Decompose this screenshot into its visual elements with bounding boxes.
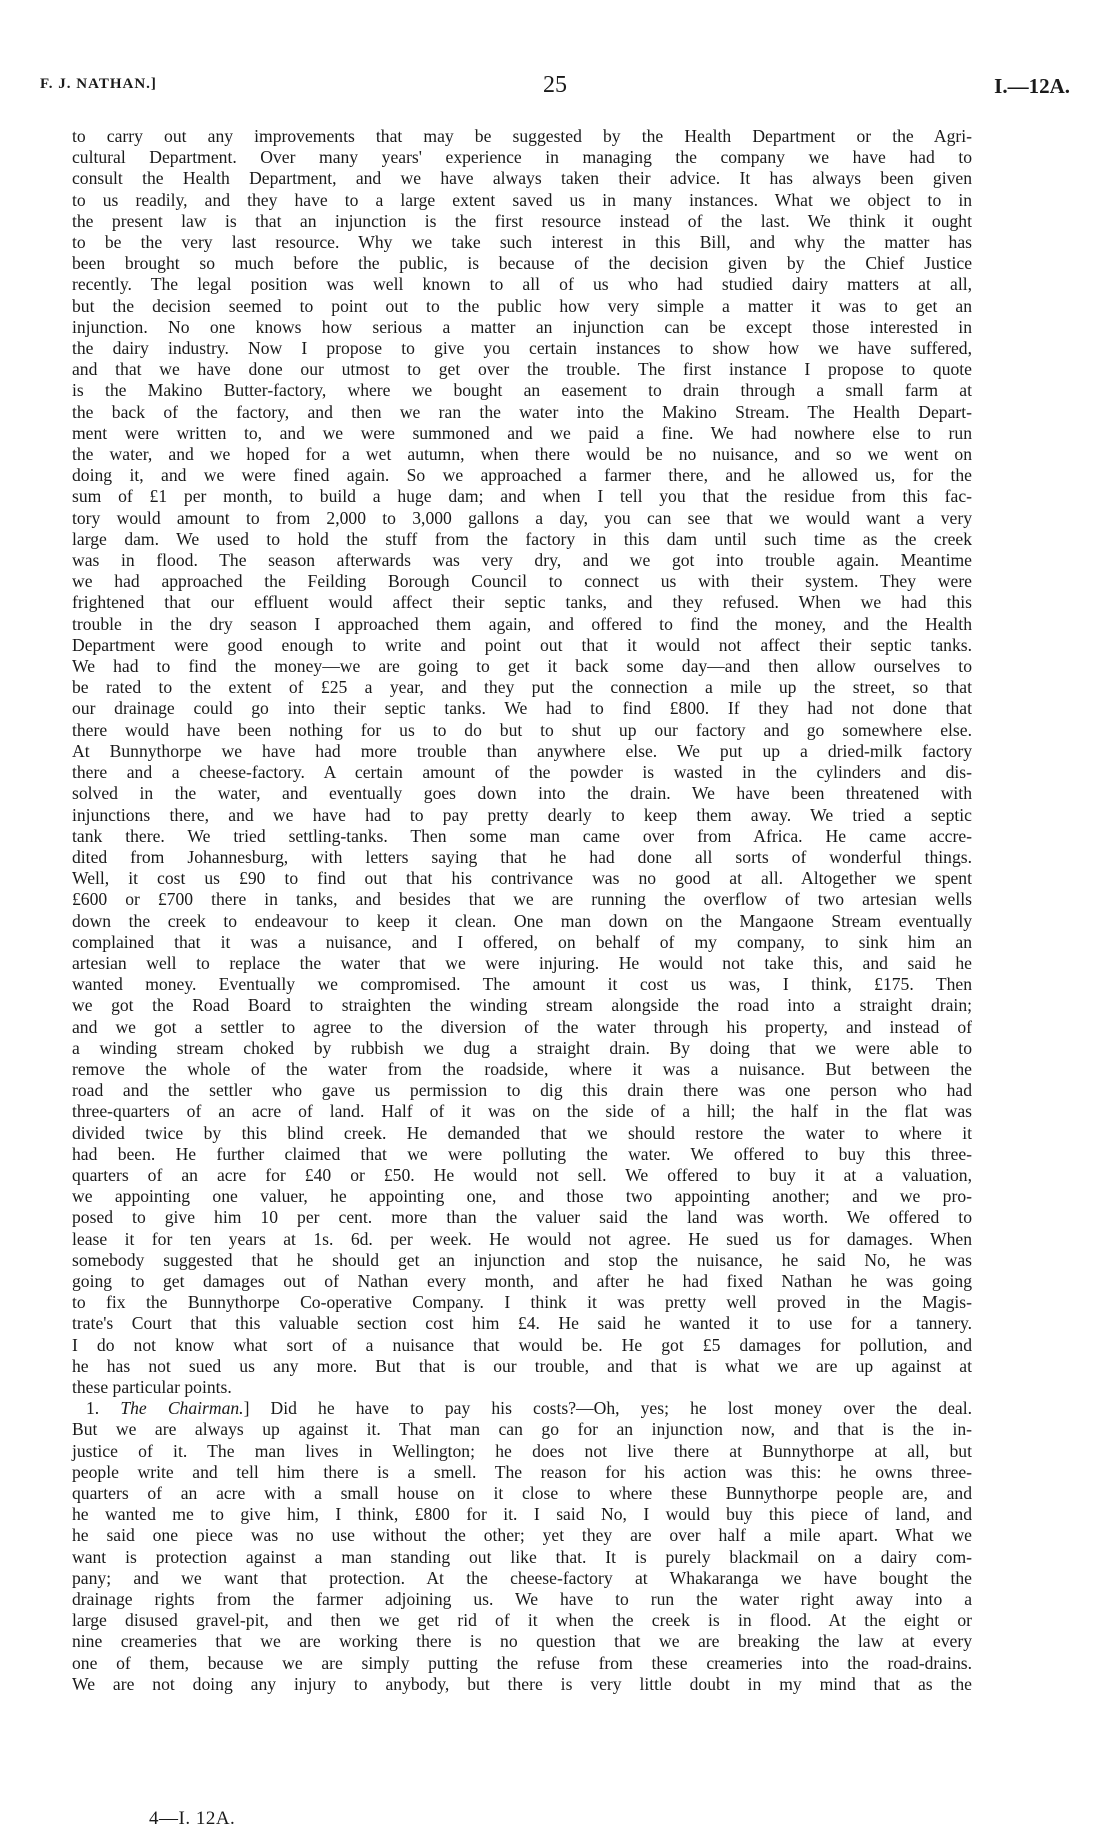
text-line: and that we have done our utmost to get over the trouble. The first instance I propose to quote [72,359,972,380]
text-line: to be the very last resource. Why we take such interest in this Bill, and why the matter has [72,232,972,253]
text-line: injunctions there, and we have had to pay pretty dearly to keep them away. We tried a septic [72,804,972,825]
text-line: these particular points. [72,1376,232,1397]
text-line: frightened that our effluent would affect their septic tanks, and they refused. When we had this [72,592,972,613]
text-line: I do not know what sort of a nuisance that would be. He got £5 damages for pollution, and [72,1334,972,1355]
text-line: the back of the factory, and then we ran the water into the Makino Stream. The Health Depart- [72,401,972,422]
text-line: been brought so much before the public, is because of the decision given by the Chief Justice [72,253,972,274]
header-document-code: I.—12A. [994,74,1070,98]
text-line: trouble in the dry season I approached them again, and offered to find the money, and the Health [72,613,972,634]
text-line: wanted money. Eventually we compromised. The amount it cost us was, I think, £175. Then [72,974,972,995]
text-line: is the Makino Butter-factory, where we bought an easement to drain through a small farm at [72,380,972,401]
answer-line: large disused gravel-pit, and then we get rid of it when the creek is in flood. At the eight or [72,1610,972,1631]
answer-line: pany; and we want that protection. At the cheese-factory at Whakaranga we have bought the [72,1567,972,1588]
page-header [40,72,1070,106]
body-text [72,126,972,1695]
text-line: dited from Johannesburg, with letters saying that he had done all sorts of wonderful things. [72,846,972,867]
text-line: be rated to the extent of £25 a year, and they put the connection a mile up the street, so that [72,677,972,698]
answer-line: he wanted me to give him, I think, £800 for it. I said No, I would buy this piece of land, and [72,1504,972,1525]
text-line: he has not sued us any more. But that is our trouble, and that is what we are up against at [72,1355,972,1376]
answer-line: want is protection against a man standing out like that. It is purely blackmail on a dairy com- [72,1546,972,1567]
text-line: the dairy industry. Now I propose to give you certain instances to show how we have suffered, [72,338,972,359]
answer-line: he said one piece was no use without the other; yet they are over half a mile apart. What we [72,1525,972,1546]
text-line: complained that it was a nuisance, and I offered, on behalf of my company, to sink him an [72,931,972,952]
text-line: the present law is that an injunction is the first resource instead of the last. We think it ought [72,210,972,231]
text-line: to fix the Bunnythorpe Co-operative Company. I think it was pretty well proved in the Magis- [72,1292,972,1313]
text-line: sum of £1 per month, to build a huge dam; and when I tell you that the residue from this fac- [72,486,972,507]
text-line: tank there. We tried settling-tanks. Then some man came over from Africa. He came accre- [72,825,972,846]
text-line: lease it for ten years at 1s. 6d. per week. He would not agree. He sued us for damages. When [72,1228,972,1249]
text-line: the water, and we hoped for a wet autumn, when there would be no nuisance, and so we went on [72,444,972,465]
text-line: we had approached the Feilding Borough Council to connect us with their system. They were [72,571,972,592]
answer-line: But we are always up against it. That man can go for an injunction now, and that is the in- [72,1419,972,1440]
text-line: cultural Department. Over many years' experience in managing the company we have had to [72,147,972,168]
text-line: Well, it cost us £90 to find out that his contrivance was no good at all. Altogether we spent [72,868,972,889]
text-line: Department were good enough to write and point out that it would not affect their septic tanks. [72,634,972,655]
header-author: F. J. NATHAN.] [40,76,157,92]
chairman-question-line [72,1398,972,1419]
text-line: down the creek to endeavour to keep it clean. One man down on the Mangaone Stream eventually [72,910,972,931]
answer-line: quarters of an acre with a small house on it close to where these Bunnythorpe people are, and [72,1483,972,1503]
text-line: doing it, and we were fined again. So we approached a farmer there, and he allowed us, for the [72,465,972,486]
text-line: road and the settler who gave us permission to dig this drain there was one person who had [72,1080,972,1101]
text-line: tory would amount to from 2,000 to 3,000 gallons a day, you can see that we would want a very [72,507,972,528]
text-line: but the decision seemed to point out to the public how very simple a matter it was to get an [72,295,972,316]
text-line: quarters of an acre for £40 or £50. He would not sell. We offered to buy it at a valuation, [72,1164,972,1185]
text-line: had been. He further claimed that we were polluting the water. We offered to buy this three- [72,1143,972,1164]
text-line: a winding stream choked by rubbish we dug a straight drain. By doing that we were able to [72,1037,972,1058]
text-line: ment were written to, and we were summoned and we paid a fine. We had nowhere else to run [72,422,972,443]
question-number: 1. [86,1398,121,1419]
question-text: ] Did he have to pay his costs?—Oh, yes; he lost money over the deal. [243,1398,972,1419]
answer-line: justice of it. The man lives in Wellington; he does not live there at Bunnythorpe at all, but [72,1440,972,1461]
text-line: and we got a settler to agree to the diversion of the water through his property, and instead of [72,1016,972,1037]
text-line: £600 or £700 there in tanks, and besides that we are running the overflow of two artesian wells [72,889,972,910]
text-line: our drainage could go into their septic tanks. We had to find £800. If they had not done that [72,698,972,719]
page-number: 25 [543,72,567,98]
answer-line: people write and tell him there is a smell. The reason for his action was this: he owns three- [72,1461,972,1482]
text-line: remove the whole of the water from the roadside, where it was a nuisance. But between the [72,1058,972,1079]
text-line: there and a cheese-factory. A certain amount of the powder is wasted in the cylinders and dis- [72,762,972,783]
text-line: artesian well to replace the water that we were injuring. He would not take this, and said he [72,952,972,973]
answer-line: We are not doing any injury to anybody, but there is very little doubt in my mind that as the [72,1673,972,1694]
text-line: solved in the water, and eventually goes down into the drain. We have been threatened with [72,783,972,804]
text-line: large dam. We used to hold the stuff from the factory in this dam until such time as the creek [72,528,972,549]
text-line: we appointing one valuer, he appointing one, and those two appointing another; and we pro- [72,1186,972,1207]
text-line: three-quarters of an acre of land. Half of it was on the side of a hill; the half in the flat was [72,1101,972,1122]
text-line: to us readily, and they have to a large extent saved us in many instances. What we object to in [72,189,972,210]
text-line: somebody suggested that he should get an injunction and stop the nuisance, he said No, he was [72,1249,972,1270]
footer-signature: 4—I. 12A. [149,1808,236,1829]
text-line: consult the Health Department, and we have always taken their advice. It has always been given [72,168,972,189]
text-line: we got the Road Board to straighten the winding stream alongside the road into a straight drain; [72,995,972,1016]
text-line: going to get damages out of Nathan every month, and after he had fixed Nathan he was going [72,1270,972,1291]
text-line: there would have been nothing for us to do but to shut up our factory and go somewhere else. [72,719,972,740]
text-line: injunction. No one knows how serious a matter an injunction can be except those interested in [72,316,972,337]
text-line: At Bunnythorpe we have had more trouble than anywhere else. We put up a dried-milk factory [72,740,972,761]
speaker-name: The Chairman. [120,1398,244,1419]
answer-line: drainage rights from the farmer adjoining us. We have to run the water right away into a [72,1589,972,1610]
text-line: divided twice by this blind creek. He demanded that we should restore the water to where it [72,1122,972,1143]
text-line: was in flood. The season afterwards was very dry, and we got into trouble again. Meantime [72,550,972,571]
text-line: recently. The legal position was well known to all of us who had studied dairy matters at all, [72,274,972,295]
answer-line: nine creameries that we are working there is no question that we are breaking the law at every [72,1631,972,1652]
text-line: to carry out any improvements that may be suggested by the Health Department or the Agri- [72,126,972,146]
text-line: posed to give him 10 per cent. more than the valuer said the land was worth. We offered to [72,1207,972,1228]
text-line: We had to find the money—we are going to get it back some day—and then allow ourselves to [72,656,972,677]
text-line: trate's Court that this valuable section cost him £4. He said he wanted it to use for a tannery. [72,1313,972,1334]
answer-line: one of them, because we are simply putting the refuse from these creameries into the road-drains. [72,1652,972,1673]
